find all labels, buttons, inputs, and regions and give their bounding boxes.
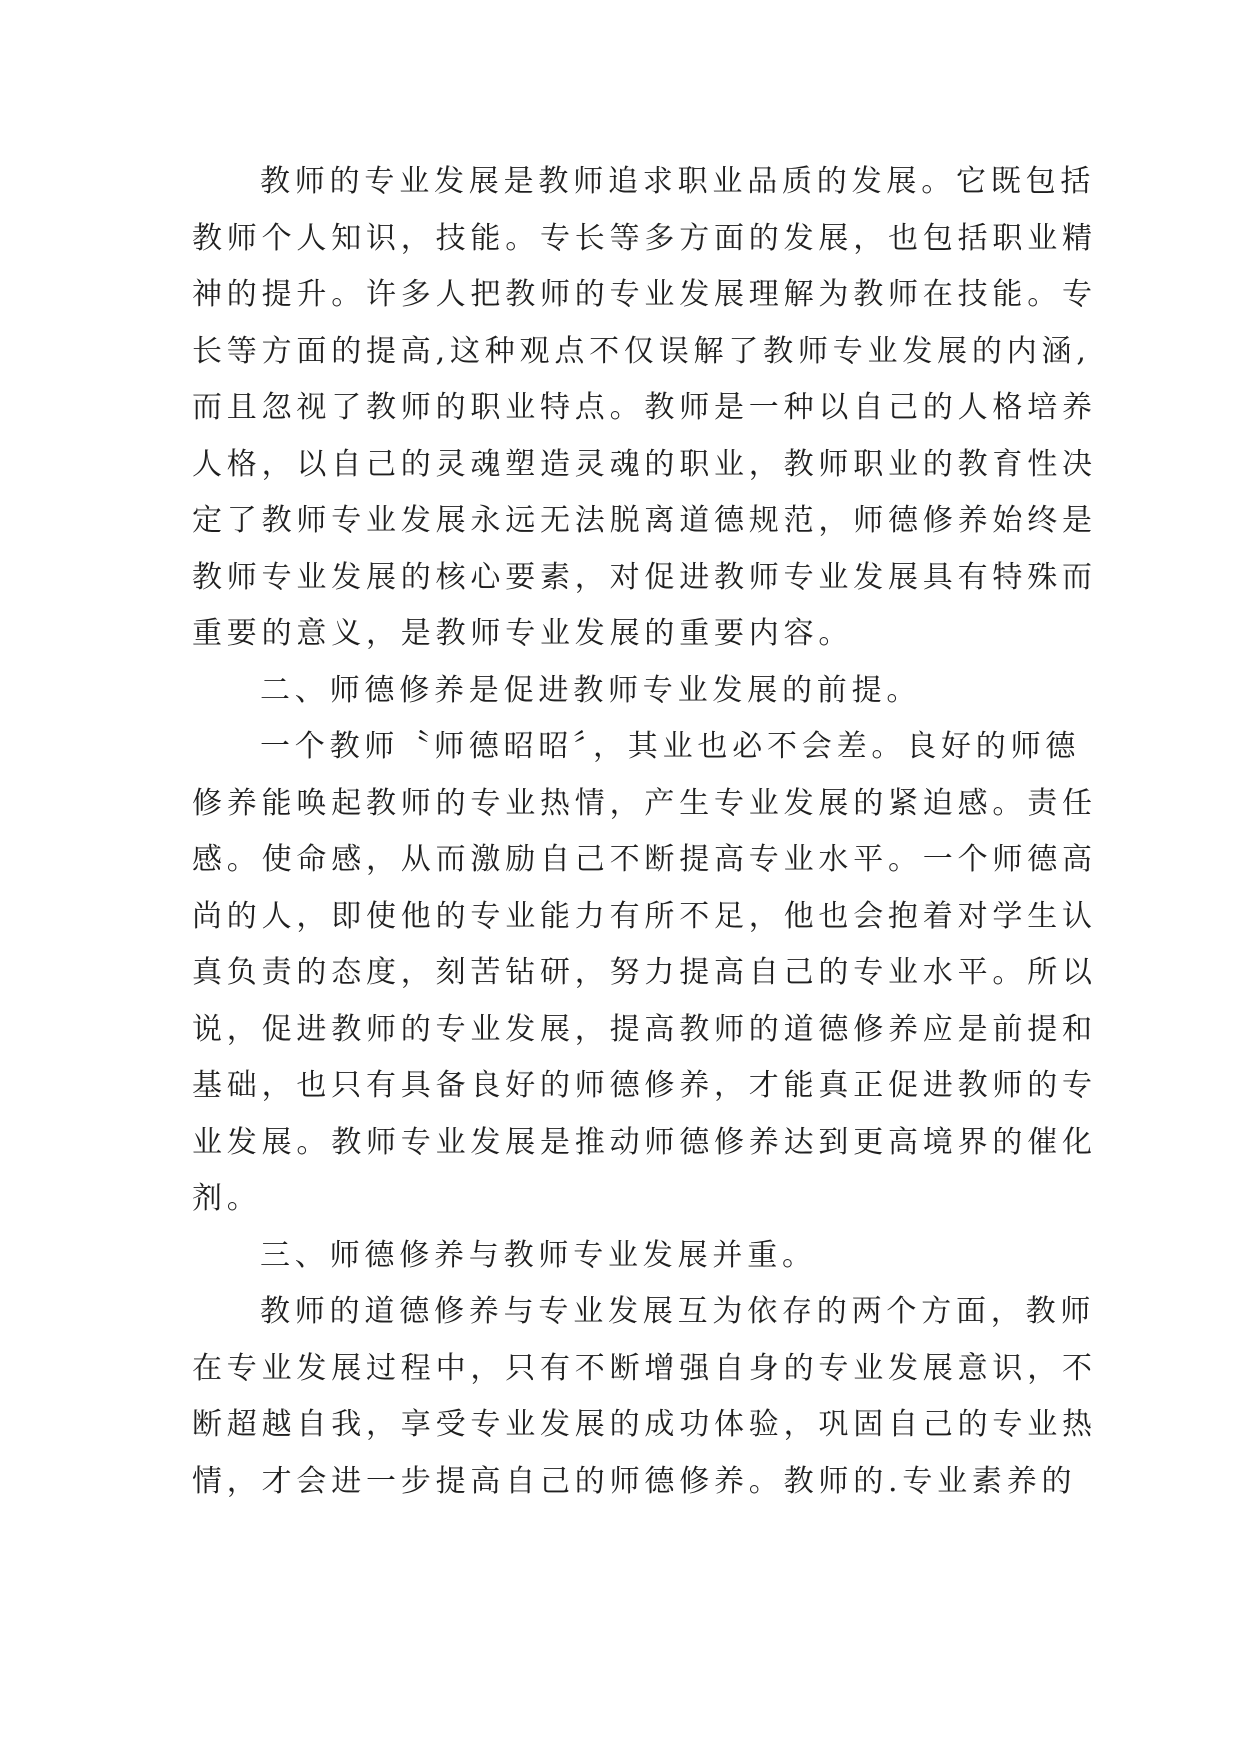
text-line: 真负责的态度，刻苦钻研，努力提高自己的专业水平。所以: [192, 955, 1097, 990]
text-line: 定了教师专业发展永远无法脱离道德规范，师德修养始终是: [192, 503, 1097, 538]
text-line: 感。使命感，从而激励自己不断提高专业水平。一个师德高: [192, 842, 1097, 877]
text-line: 神的提升。许多人把教师的专业发展理解为教师在技能。专: [192, 277, 1097, 312]
text-line: 教师的专业发展是教师追求职业品质的发展。它既包括: [260, 164, 1096, 199]
section-heading: 三、师德修养与教师专业发展并重。: [260, 1237, 817, 1273]
text-line: 修养能唤起教师的专业热情，产生专业发展的紧迫感。责任: [192, 785, 1097, 821]
text-line: 教师的道德修养与专业发展互为依存的两个方面，教师: [260, 1294, 1096, 1329]
text-line: 剂。: [192, 1181, 262, 1216]
document-body: [192, 154, 1097, 1510]
text-line: 在专业发展过程中，只有不断增强自身的专业发展意识，不: [192, 1350, 1097, 1386]
text-line: 尚的人，即使他的专业能力有所不足，他也会抱着对学生认: [192, 898, 1097, 934]
text-line: 一个教师〝师德昭昭〞，其业也必不会差。良好的师德: [260, 729, 1081, 764]
text-line: 人格，以自己的灵魂塑造灵魂的职业，教师职业的教育性决: [192, 446, 1097, 482]
text-line: 业发展。教师专业发展是推动师德修养达到更高境界的催化: [192, 1124, 1097, 1160]
text-line: 长等方面的提高,这种观点不仅误解了教师专业发展的内涵,: [192, 333, 1091, 369]
text-line: 而且忽视了教师的职业特点。教师是一种以自己的人格培养: [192, 390, 1097, 425]
text-line: 教师个人知识，技能。专长等多方面的发展，也包括职业精: [192, 220, 1097, 256]
text-line: 情，才会进一步提高自己的师德修养。教师的.专业素养的: [192, 1463, 1077, 1499]
text-line: 教师专业发展的核心要素，对促进教师专业发展具有特殊而: [192, 559, 1097, 595]
text-line: 说，促进教师的专业发展，提高教师的道德修养应是前提和: [192, 1011, 1097, 1047]
text-line: 断超越自我，享受专业发展的成功体验，巩固自己的专业热: [192, 1407, 1097, 1442]
text-line: 重要的意义，是教师专业发展的重要内容。: [192, 616, 854, 651]
text-line: 基础，也只有具备良好的师德修养，才能真正促进教师的专: [192, 1068, 1097, 1103]
section-heading: 二、师德修养是促进教师专业发展的前提。: [260, 672, 922, 708]
